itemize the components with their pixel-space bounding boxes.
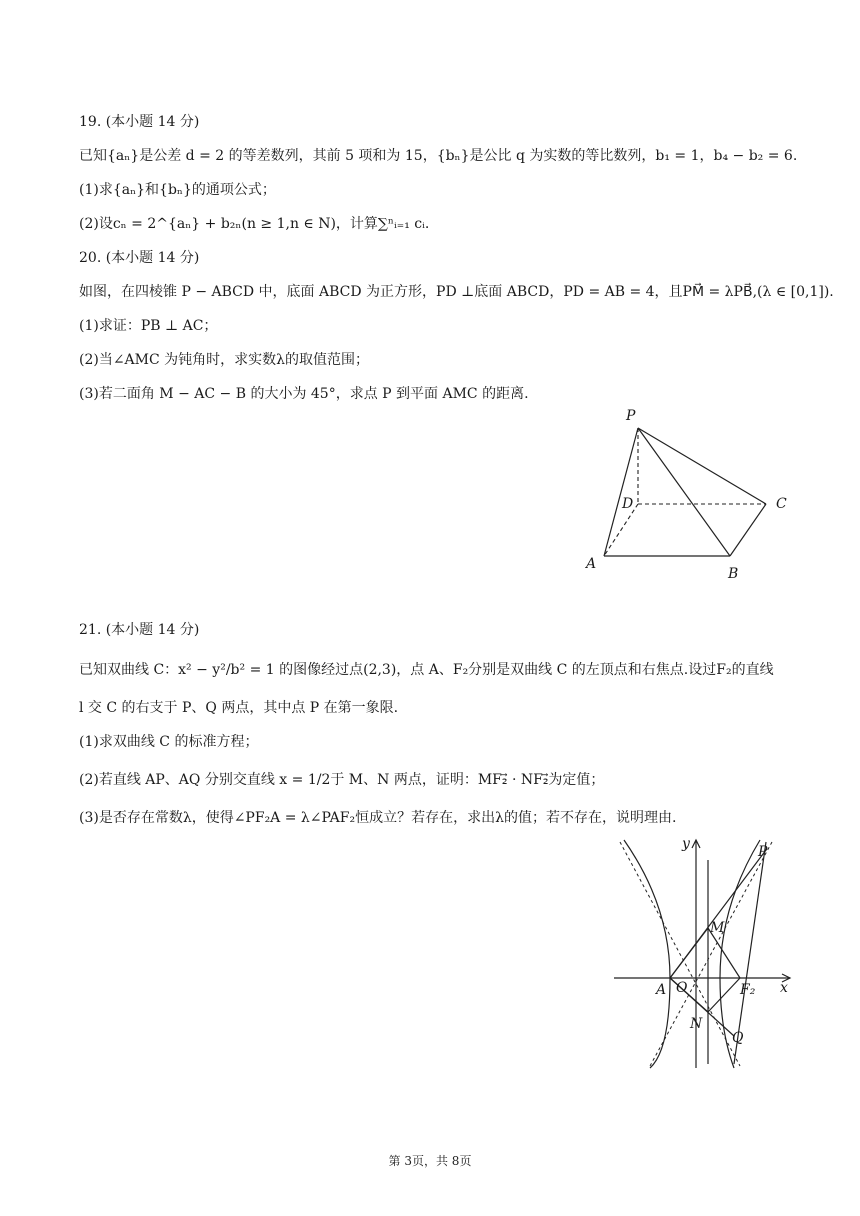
q20-stem: 如图，在四棱锥 P − ABCD 中，底面 ABCD 为正方形，PD ⊥底面 ABCD，PD = AB = 4，且PM⃗ = λPB⃗,(λ ∈ [0,1]).	[79, 284, 834, 300]
label-M: M	[710, 920, 725, 936]
q19-part1: (1)求{aₙ}和{bₙ}的通项公式；	[79, 182, 276, 198]
label-C: C	[776, 496, 787, 512]
q20-heading: 20. (本小题 14 分)	[79, 250, 200, 266]
q21-part3: (3)是否存在常数λ，使得∠PF₂A = λ∠PAF₂恒成立？若存在，求出λ的值；若不存在，说明理由.	[79, 810, 677, 826]
edge-BC	[730, 504, 766, 556]
label-x: x	[780, 980, 788, 996]
edge-PA	[604, 428, 638, 556]
q21-part1: (1)求双曲线 C 的标准方程；	[79, 734, 259, 750]
label-F2: F₂	[740, 982, 756, 998]
q21-stem-1: 已知双曲线 C：x² − y²/b² = 1 的图像经过点(2,3)，点 A、F₂分别是双曲线 C 的左顶点和右焦点.设过F₂的直线	[79, 662, 774, 678]
label-P: P	[626, 408, 636, 424]
label-B: B	[728, 566, 739, 582]
pyramid-figure	[580, 400, 800, 590]
segment-NF2	[708, 978, 740, 1012]
q20-part1: (1)求证：PB ⊥ AC；	[79, 318, 218, 334]
q19-stem: 已知{aₙ}是公差 d = 2 的等差数列，其前 5 项和为 15，{bₙ}是公比 q 为实数的等比数列，b₁ = 1，b₄ − b₂ = 6.	[79, 148, 798, 164]
label-A: A	[586, 556, 597, 572]
label-O: O	[676, 980, 688, 996]
hyperbola-figure	[610, 834, 800, 1070]
label-A: A	[656, 982, 667, 998]
label-D: D	[622, 496, 634, 512]
page-footer: 第 3页，共 8页	[388, 1154, 472, 1168]
q19-part2: (2)设cₙ = 2^{aₙ} + b₂ₙ(n ≥ 1,n ∈ N)，计算∑ⁿᵢ₌₁ cᵢ.	[79, 216, 430, 232]
label-Q: Q	[732, 1030, 744, 1046]
edge-PC	[638, 428, 766, 504]
label-P: P	[758, 844, 768, 860]
edge-PB	[638, 428, 730, 556]
label-N: N	[690, 1016, 703, 1032]
q20-part2: (2)当∠AMC 为钝角时，求实数λ的取值范围；	[79, 352, 370, 368]
q21-part2: (2)若直线 AP、AQ 分别交直线 x = 1/2于 M、N 两点，证明：MF₂⃗ · NF₂⃗为定值；	[79, 772, 605, 788]
label-y: y	[682, 836, 690, 852]
asymptote-1	[620, 842, 740, 1066]
q20-part3: (3)若二面角 M − AC − B 的大小为 45°，求点 P 到平面 AMC 的距离.	[79, 386, 529, 402]
q21-stem-2: l 交 C 的右支于 P、Q 两点，其中点 P 在第一象限.	[79, 700, 399, 716]
q19-heading: 19. (本小题 14 分)	[79, 114, 200, 130]
left-branch	[624, 840, 670, 1068]
q21-heading: 21. (本小题 14 分)	[79, 622, 200, 638]
